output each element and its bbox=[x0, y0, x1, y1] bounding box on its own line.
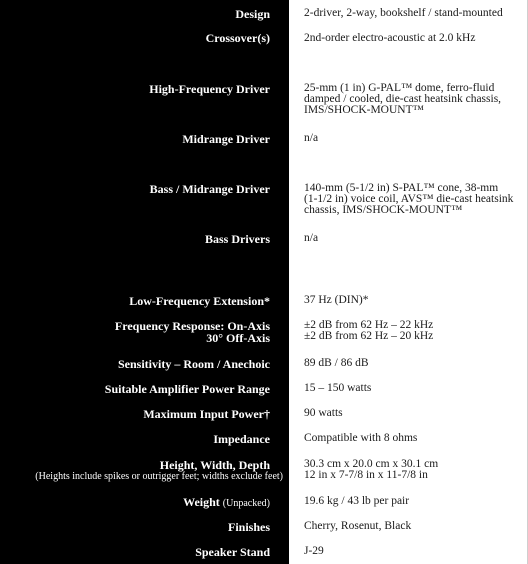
label-crossover: Crossover(s) bbox=[205, 31, 270, 45]
label-sensitivity: Sensitivity – Room / Anechoic bbox=[118, 357, 270, 371]
value-finishes: Cherry, Rosenut, Black bbox=[304, 520, 412, 532]
label-finishes: Finishes bbox=[227, 520, 270, 534]
label-impedance: Impedance bbox=[213, 432, 270, 446]
value-weight: 19.6 kg / 43 lb per pair bbox=[304, 495, 410, 507]
label-weight: Weight (Unpacked) bbox=[183, 495, 270, 509]
value-low-frequency-extension: 37 Hz (DIN)* bbox=[304, 294, 369, 306]
value-bass-midrange-driver: 140-mm (5-1/2 in) S-PAL™ cone, 38-mm (1-1/2 in) voice coil, AVS™ die-cast heatsink chassis, IMS/SHOCK-MOUNT™ bbox=[304, 182, 514, 216]
value-design: 2-driver, 2-way, bookshelf / stand-mounted bbox=[304, 7, 503, 19]
value-bass-drivers: n/a bbox=[304, 232, 319, 244]
value-speaker-stand: J-29 bbox=[304, 545, 324, 557]
label-midrange-driver: Midrange Driver bbox=[182, 132, 270, 146]
label-weight-suffix: (Unpacked) bbox=[222, 498, 270, 509]
label-high-frequency-driver: High-Frequency Driver bbox=[149, 82, 270, 96]
label-bass-drivers: Bass Drivers bbox=[205, 232, 270, 246]
value-dimensions: 30.3 cm x 20.0 cm x 30.1 cm 12 in x 7-7/8 in x 11-7/8 in bbox=[304, 458, 439, 481]
spec-values-column bbox=[289, 0, 528, 564]
value-maximum-input-power: 90 watts bbox=[304, 407, 343, 419]
label-bass-midrange-driver: Bass / Midrange Driver bbox=[149, 182, 270, 196]
label-dimensions-note: (Heights include spikes or outrigger feet; widths exclude feet) bbox=[35, 471, 283, 482]
label-amplifier-power-range: Suitable Amplifier Power Range bbox=[104, 382, 270, 396]
label-dimensions: Height, Width, Depth (Heights include spikes or outrigger feet; widths exclude feet) bbox=[35, 458, 283, 482]
value-crossover: 2nd-order electro-acoustic at 2.0 kHz bbox=[304, 32, 476, 44]
label-low-frequency-extension: Low-Frequency Extension* bbox=[129, 294, 270, 308]
label-frequency-response: Frequency Response: On-Axis 30° Off-Axis bbox=[114, 319, 270, 345]
value-impedance: Compatible with 8 ohms bbox=[304, 432, 418, 444]
value-high-frequency-driver: 25-mm (1 in) G-PAL™ dome, ferro-fluid damped / cooled, die-cast heatsink chassis, IMS/SHOCK-MOUNT™ bbox=[304, 82, 502, 116]
label-speaker-stand: Speaker Stand bbox=[195, 545, 270, 559]
label-maximum-input-power: Maximum Input Power† bbox=[143, 407, 270, 421]
label-design: Design bbox=[235, 7, 270, 21]
value-amplifier-power-range: 15 – 150 watts bbox=[304, 382, 372, 394]
value-frequency-response: ±2 dB from 62 Hz – 22 kHz ±2 dB from 62 Hz – 20 kHz bbox=[304, 319, 434, 342]
value-midrange-driver: n/a bbox=[304, 132, 319, 144]
value-sensitivity: 89 dB / 86 dB bbox=[304, 357, 369, 369]
